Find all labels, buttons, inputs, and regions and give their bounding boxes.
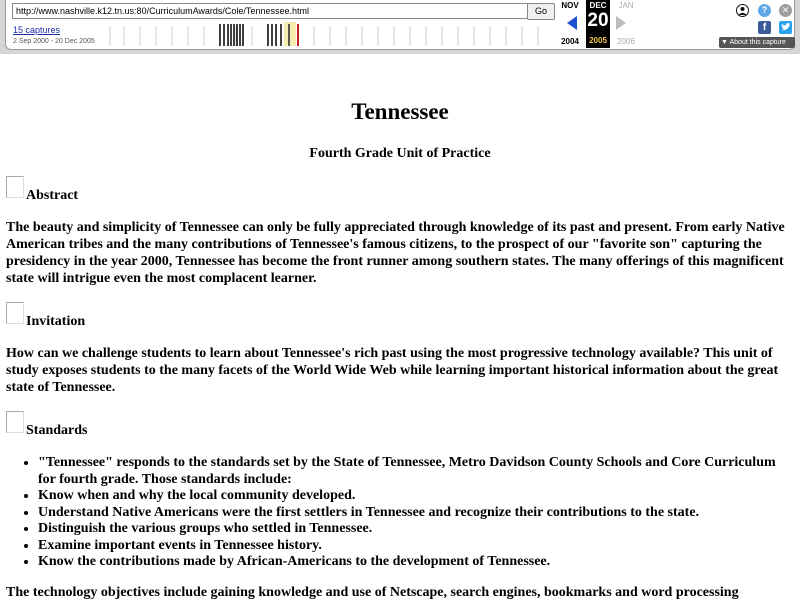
invitation-paragraph: How can we challenge students to learn about Tennessee's rich past using the most progressive technology available? This unit of study exposes students to the many facets of the World Wide Web while learning important historical information about the great state of Tennessee. — [6, 346, 779, 395]
calendar-current-month: DEC — [589, 1, 607, 10]
abstract-paragraph: The beauty and simplicity of Tennessee can only be fully appreciated through knowledge of its past and present. From early Native American tribes and the many contributions of Tennessee's famous citizens, to the prospect of our "favorite son" capturing the presidency in the year 2000, Tennessee has become the front runner among southern states. The many offerings of this magnificent state will intrigue even the most complacent learner. — [6, 220, 785, 286]
capture-sparkline[interactable] — [104, 22, 550, 46]
user-icon-glyph — [737, 5, 748, 16]
broken-image-icon — [6, 176, 24, 198]
help-icon[interactable]: ? — [758, 4, 771, 17]
broken-image-icon — [6, 302, 24, 324]
list-item: • Understand Native Americans were the first settlers in Tennessee and recognize their contributions to the state. — [38, 505, 794, 522]
calendar-next-year: 2006 — [617, 37, 635, 46]
url-input[interactable] — [12, 3, 528, 19]
facebook-icon[interactable]: f — [758, 21, 771, 34]
page-title: Tennessee — [351, 99, 449, 124]
calendar-prev-year[interactable]: 2004 — [561, 37, 579, 46]
sparkline-year-dividers — [110, 26, 538, 46]
twitter-bird-glyph — [779, 21, 792, 34]
wayback-toolbar — [0, 0, 800, 54]
about-this-capture-button[interactable]: ▼ About this capture — [719, 37, 795, 48]
list-item: • "Tennessee" responds to the standards set by the State of Tennessee, Metro Davidson County Schools and Core Curriculum for fourth grade. Those standards include: — [38, 455, 794, 488]
next-capture-arrow-icon — [616, 16, 626, 30]
list-item: • Distinguish the various groups who settled in Tennessee. — [38, 521, 794, 538]
list-item: • Examine important events in Tennessee history. — [38, 538, 794, 555]
go-button[interactable]: Go — [527, 3, 555, 20]
wayback-toolbar-panel — [5, 0, 795, 50]
calendar-next-month: JAN — [618, 1, 634, 10]
section-heading-text: Standards — [26, 423, 88, 438]
section-heading-text: Abstract — [26, 188, 79, 203]
calendar-current-year: 2005 — [589, 36, 607, 45]
calendar-prev-month[interactable]: NOV — [561, 1, 579, 10]
section-heading-text: Invitation — [26, 314, 86, 329]
sparkline-highlight-year — [284, 22, 296, 46]
list-item: • Know the contributions made by African-Americans to the development of Tennessee. — [38, 554, 794, 571]
list-item: • Know when and why the local community developed. — [38, 488, 794, 505]
close-icon[interactable]: ✕ — [779, 4, 792, 17]
prev-capture-arrow-icon[interactable] — [567, 16, 577, 30]
page-subtitle: Fourth Grade Unit of Practice — [309, 146, 491, 161]
captures-date-range: 2 Sep 2000 - 20 Dec 2005 — [13, 38, 95, 45]
calendar-current-day: 20 — [587, 10, 609, 31]
technology-objectives-paragraph: The technology objectives include gaining knowledge and use of Netscape, search engines, bookmarks and word processing — [6, 585, 739, 600]
user-icon[interactable] — [736, 4, 749, 17]
calendar-current-capture — [586, 0, 610, 48]
standards-list — [6, 455, 794, 571]
twitter-icon[interactable] — [779, 21, 792, 34]
captures-link[interactable]: 15 captures — [13, 25, 61, 35]
broken-image-icon — [6, 411, 24, 433]
sparkline-capture-bars — [220, 24, 281, 46]
